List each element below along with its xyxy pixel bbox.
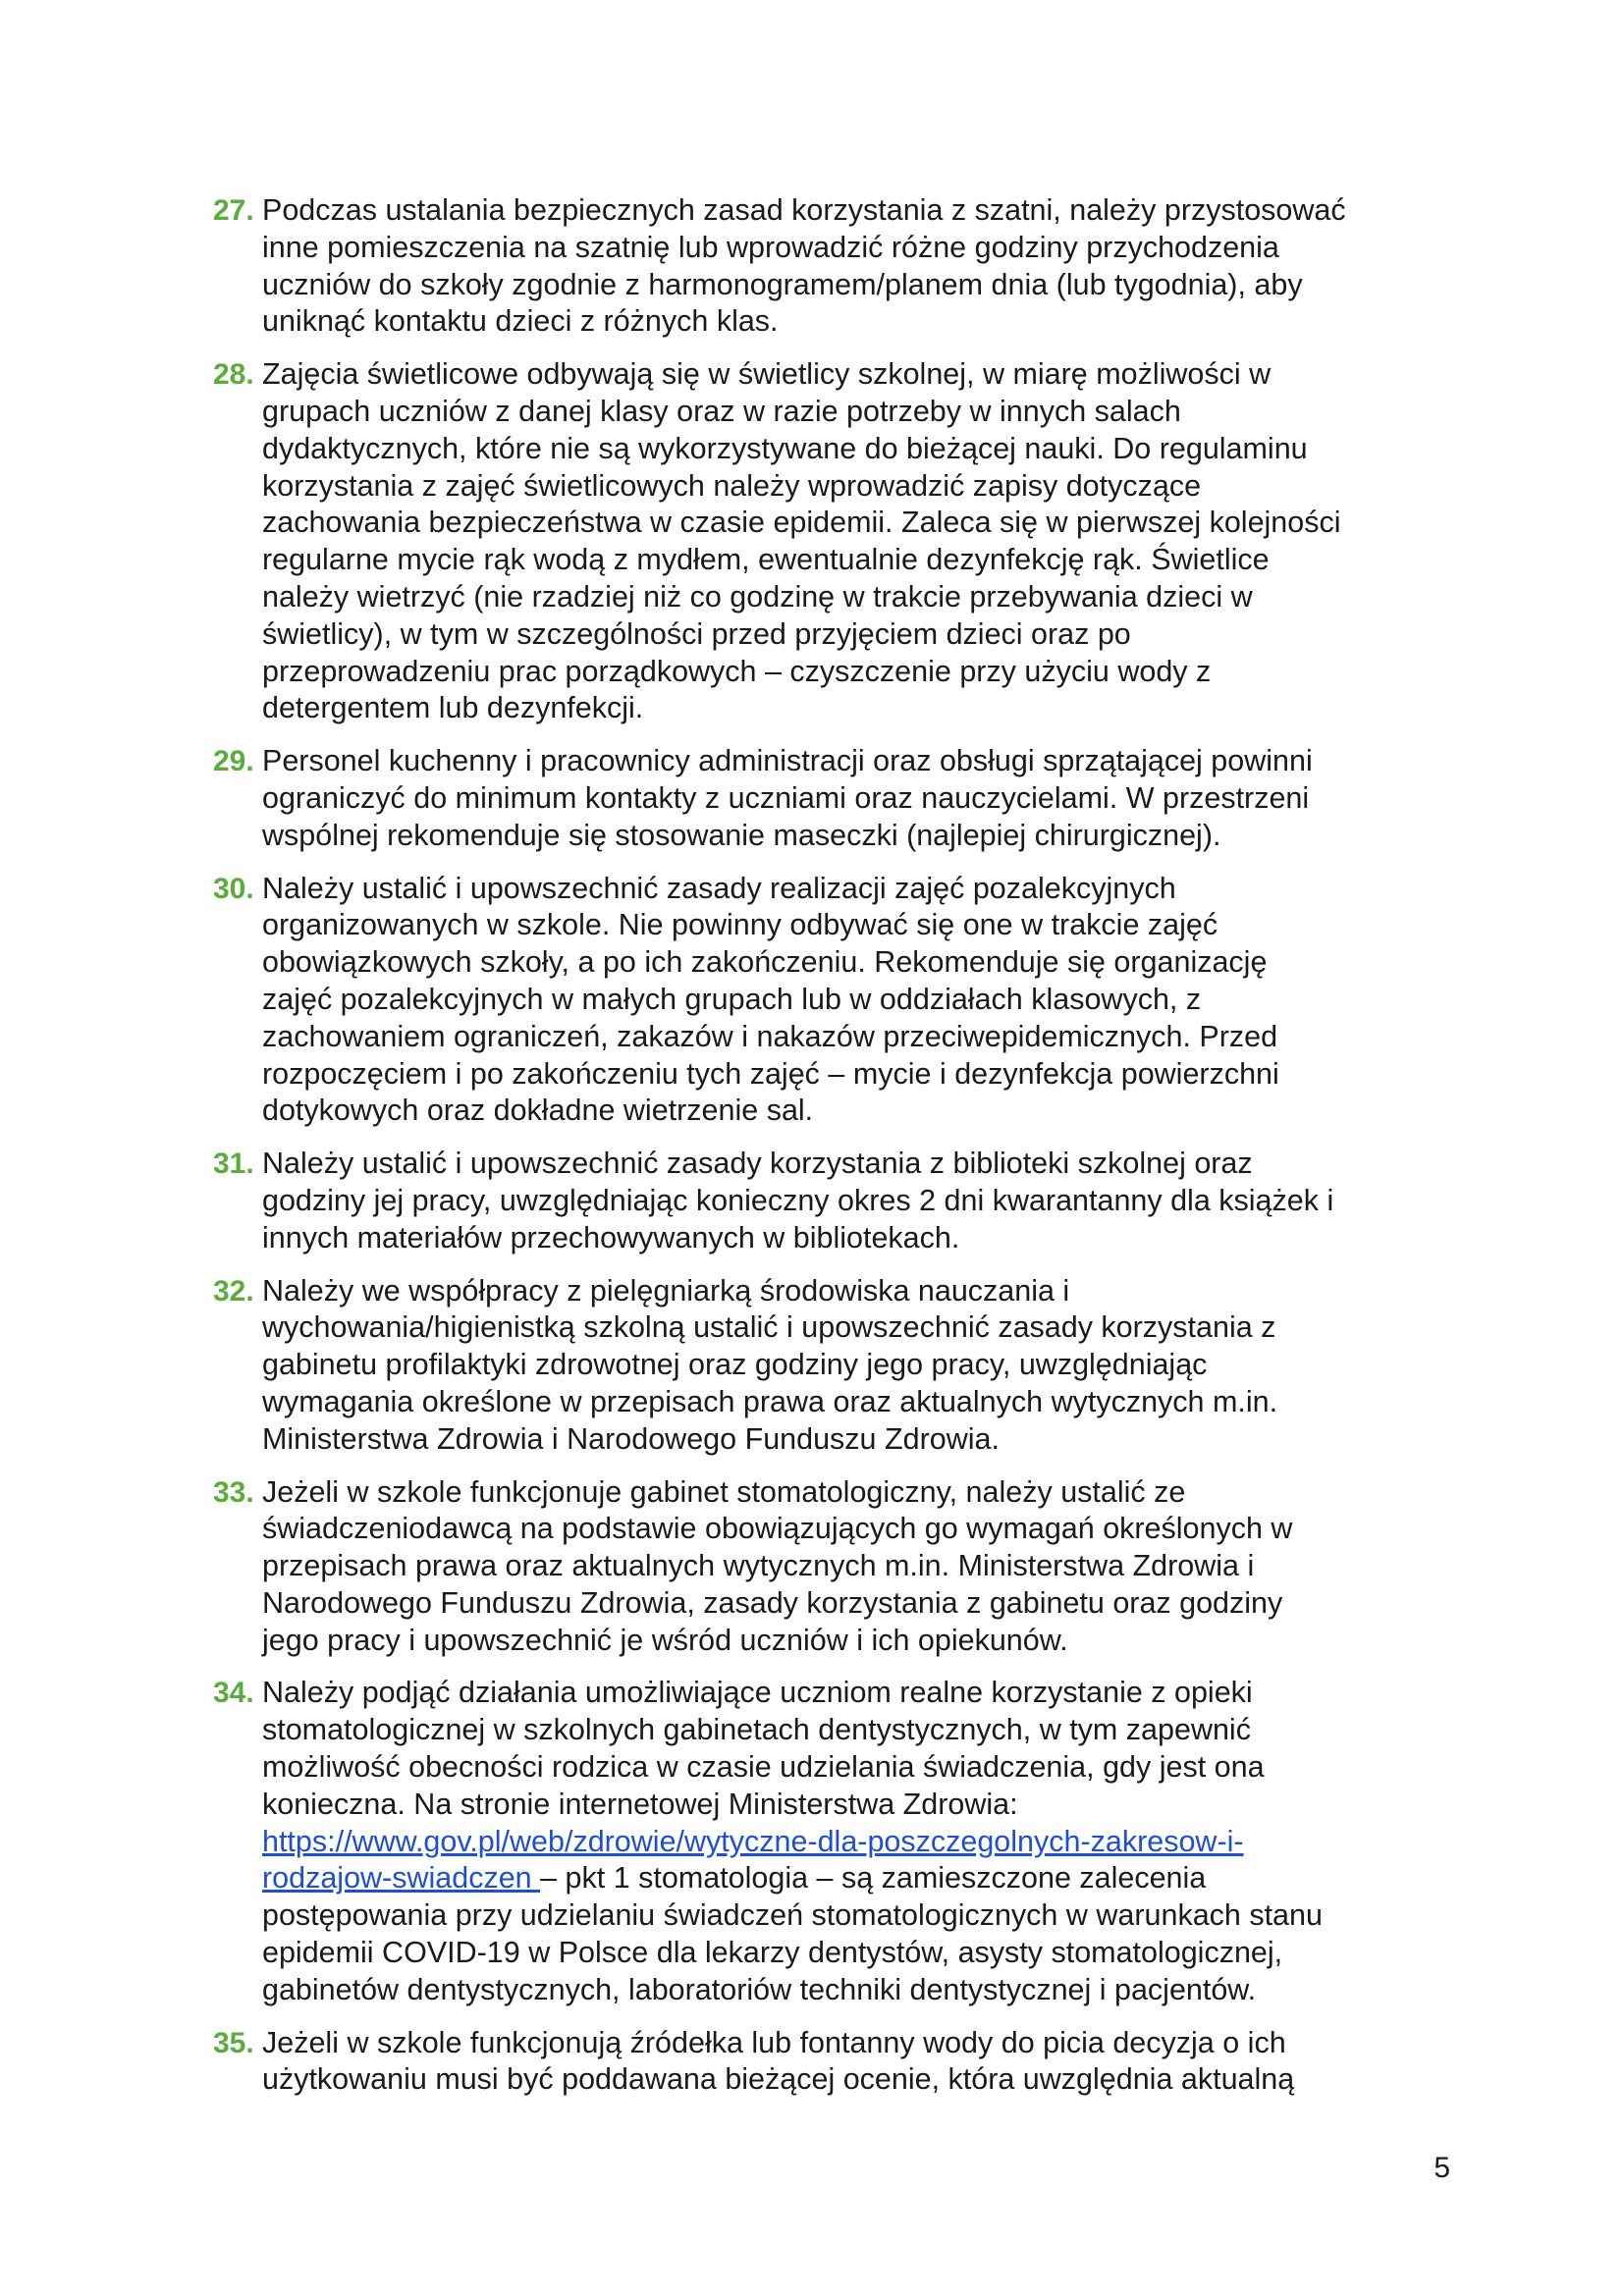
item-text-line: Narodowego Funduszu Zdrowia, zasady korzystania z gabinetu oraz godziny <box>262 1585 1283 1620</box>
item-text-line: możliwość obecności rodzica w czasie udzielania świadczenia, gdy jest ona <box>262 1750 1265 1785</box>
item-number: 29. <box>213 745 254 778</box>
item-text-line: wspólnej rekomenduje się stosowanie maseczki (najlepiej chirurgicznej). <box>262 818 1221 852</box>
item-text-line: zajęć pozalekcyjnych w małych grupach lub w oddziałach klasowych, z <box>262 982 1202 1016</box>
item-text-line <box>262 1824 1450 1861</box>
item-number: 27. <box>213 194 254 227</box>
item-text-line: użytkowaniu musi być poddawana bieżącej ocenie, która uwzględnia aktualną <box>262 2062 1295 2097</box>
item-text-line: Jeżeli w szkole funkcjonują źródełka lub fontanny wody do picia decyzja o ich <box>262 2025 1286 2059</box>
item-number: 34. <box>213 1677 254 1710</box>
list-item-34 <box>213 1675 1450 2008</box>
item-text-line: grupach uczniów z danej klasy oraz w razie potrzeby w innych salach <box>262 394 1181 428</box>
item-number: 35. <box>213 2026 254 2059</box>
item-text-line: świetlicy), w tym w szczególności przed przyjęciem dzieci oraz po <box>262 616 1131 651</box>
health-ministry-link[interactable]: https://www.gov.pl/web/zdrowie/wytyczne-dla-poszczegolnych-zakresow-i- <box>262 1824 1244 1858</box>
item-text-line: gabinetów dentystycznych, laboratoriów techniki dentystycznej i pacjentów. <box>262 1972 1257 2006</box>
item-text-line: zachowaniem ograniczeń, zakazów i nakazów przeciwepidemicznych. Przed <box>262 1019 1278 1053</box>
list-item-29 <box>213 743 1450 854</box>
item-number: 31. <box>213 1148 254 1181</box>
item-number: 32. <box>213 1274 254 1308</box>
link-trailing-text: – pkt 1 stomatologia – są zamieszczone zalecenia <box>540 1861 1207 1896</box>
item-text-line: zachowania bezpieczeństwa w czasie epidemii. Zaleca się w pierwszej kolejności <box>262 506 1341 540</box>
item-text-line: Należy we współpracy z pielęgniarką środowiska nauczania i <box>262 1273 1070 1308</box>
health-ministry-link-continued[interactable]: rodzajow-swiadczen <box>262 1861 541 1896</box>
item-text-line: jego pracy i upowszechnić je wśród uczniów i ich opiekunów. <box>262 1623 1068 1657</box>
item-text-line: dydaktycznych, które nie są wykorzystywane do bieżącej nauki. Do regulaminu <box>262 431 1308 465</box>
item-text-line: stomatologicznej w szkolnych gabinetach dentystycznych, w tym zapewnić <box>262 1713 1251 1747</box>
item-number: 28. <box>213 358 254 392</box>
list-item-30 <box>213 871 1450 1131</box>
item-text-line: detergentem lub dezynfekcji. <box>262 691 644 725</box>
item-text-line <box>262 1860 1450 1897</box>
item-text-line: uczniów do szkoły zgodnie z harmonogramem/planem dnia (lub tygodnia), aby <box>262 267 1303 301</box>
list-item-27 <box>213 192 1450 341</box>
item-text-line: epidemii COVID-19 w Polsce dla lekarzy dentystów, asysty stomatologicznej, <box>262 1936 1283 1970</box>
item-text-line: godziny jej pracy, uwzględniając konieczny okres 2 dni kwarantanny dla książek i <box>262 1183 1334 1217</box>
item-text-line: regularne mycie rąk wodą z mydłem, ewentualnie dezynfekcję rąk. Świetlice <box>262 543 1270 577</box>
item-number: 30. <box>213 872 254 905</box>
item-text-line: Zajęcia świetlicowe odbywają się w świetlicy szkolnej, w miarę możliwości w <box>262 357 1272 392</box>
item-text-line: korzystania z zajęć świetlicowych należy wprowadzić zapisy dotyczące <box>262 468 1202 503</box>
item-text-line: Podczas ustalania bezpiecznych zasad korzystania z szatni, należy przystosować <box>262 193 1346 227</box>
guidelines-list <box>213 192 1450 2114</box>
item-text-line: Jeżeli w szkole funkcjonuje gabinet stomatologiczny, należy ustalić ze <box>262 1474 1186 1509</box>
item-text-line: wymagania określone w przepisach prawa oraz aktualnych wytycznych m.in. <box>262 1384 1278 1418</box>
list-item-31 <box>213 1146 1450 1256</box>
item-text-line: uniknąć kontaktu dzieci z różnych klas. <box>262 304 779 339</box>
item-text-line: innych materiałów przechowywanych w bibliotekach. <box>262 1220 960 1255</box>
item-text-line: inne pomieszczenia na szatnię lub wprowadzić różne godziny przychodzenia <box>262 230 1279 264</box>
item-text-line: Ministerstwa Zdrowia i Narodowego Funduszu Zdrowia. <box>262 1421 1000 1456</box>
item-text-line: postępowania przy udzielaniu świadczeń stomatologicznych w warunkach stanu <box>262 1898 1323 1933</box>
page-number: 5 <box>1434 2152 1450 2184</box>
item-text-line: ograniczyć do minimum kontakty z uczniami oraz nauczycielami. W przestrzeni <box>262 780 1310 815</box>
item-text-line: wychowania/higienistką szkolną ustalić i upowszechnić zasady korzystania z <box>262 1310 1276 1345</box>
item-text-line: przeprowadzeniu prac porządkowych – czyszczenie przy użyciu wody z <box>262 654 1212 688</box>
item-text-line: dotykowych oraz dokładne wietrzenie sal. <box>262 1094 814 1128</box>
item-text-line: Należy ustalić i upowszechnić zasady realizacji zajęć pozalekcyjnych <box>262 871 1176 905</box>
item-text-line: organizowanych w szkole. Nie powinny odbywać się one w trakcie zajęć <box>262 908 1218 942</box>
item-text-line: rozpoczęciem i po zakończeniu tych zajęć – mycie i dezynfekcja powierzchni <box>262 1056 1279 1091</box>
item-text-line: Należy podjąć działania umożliwiające uczniom realne korzystanie z opieki <box>262 1676 1253 1710</box>
item-text-line: należy wietrzyć (nie rzadziej niż co godzinę w trakcie przebywania dzieci w <box>262 579 1253 614</box>
list-item-33 <box>213 1474 1450 1660</box>
list-item-28 <box>213 356 1450 727</box>
item-text-line: Personel kuchenny i pracownicy administracji oraz obsługi sprzątającej powinni <box>262 744 1313 778</box>
item-text-line: gabinetu profilaktyki zdrowotnej oraz godziny jego pracy, uwzględniając <box>262 1348 1208 1382</box>
item-text-line: konieczna. Na stronie internetowej Ministerstwa Zdrowia: <box>262 1787 1018 1821</box>
item-text-line: obowiązkowych szkoły, a po ich zakończeniu. Rekomenduje się organizację <box>262 945 1268 980</box>
item-number: 33. <box>213 1475 254 1509</box>
item-text-line: przepisach prawa oraz aktualnych wytycznych m.in. Ministerstwa Zdrowia i <box>262 1549 1255 1583</box>
list-item-32 <box>213 1273 1450 1459</box>
list-item-35 <box>213 2025 1450 2100</box>
item-text-line: świadczeniodawcą na podstawie obowiązujących go wymagań określonych w <box>262 1512 1293 1546</box>
item-text-line: Należy ustalić i upowszechnić zasady korzystania z biblioteki szkolnej oraz <box>262 1147 1253 1181</box>
